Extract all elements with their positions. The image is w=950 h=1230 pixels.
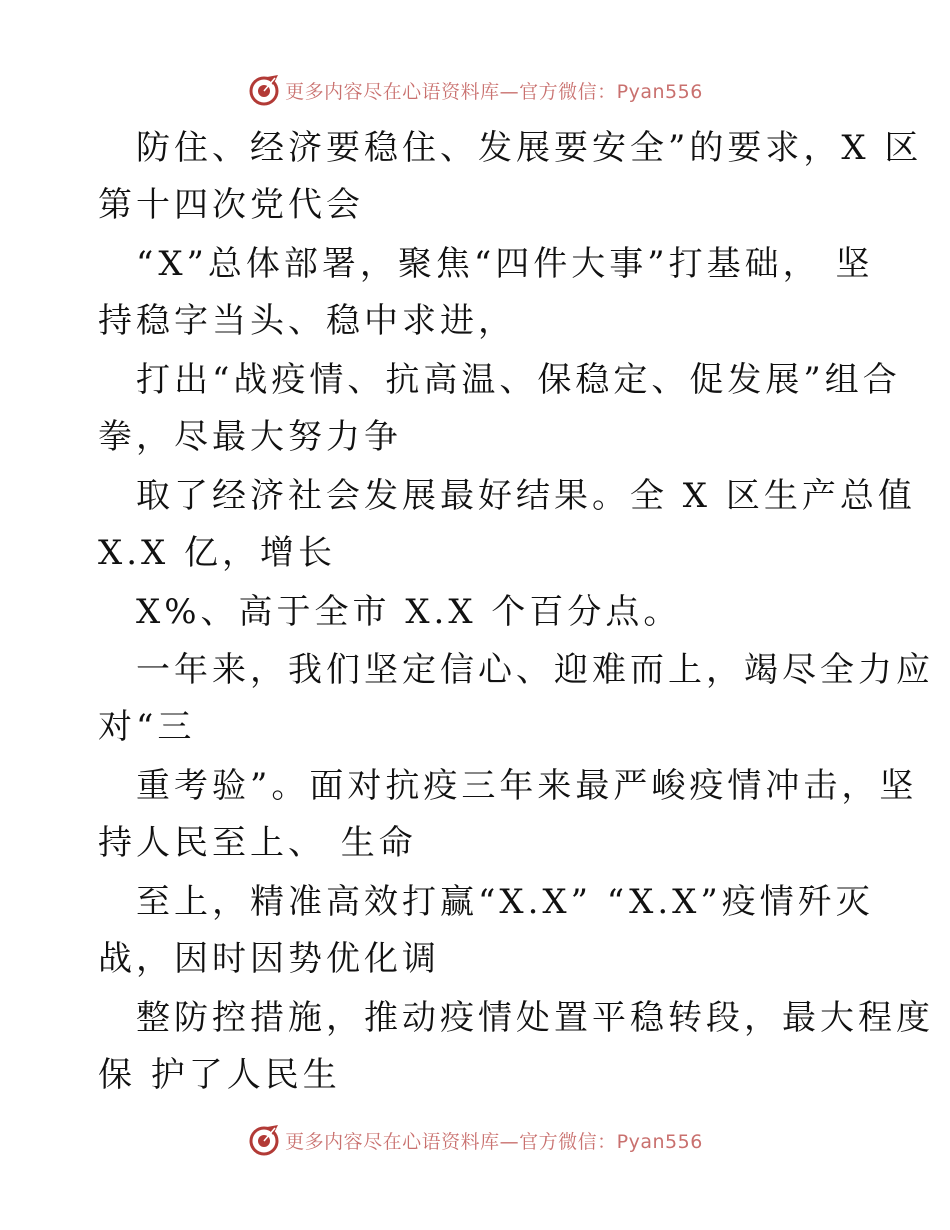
body-line: 保 护了人民生 [98, 1055, 341, 1095]
header-watermark-banner [0, 70, 950, 110]
body-line: 防住、经济要稳住、发展要安全”的要求，X 区 [136, 128, 923, 168]
body-line: 一年来，我们坚定信心、迎难而上，竭尽全力应 [136, 650, 934, 690]
body-line: 打出“战疫情、抗高温、保稳定、促发展”组合 [136, 360, 901, 400]
body-line: 拳，尽最大努力争 [98, 417, 402, 457]
header-watermark-text: 更多内容尽在心语资料库—官方微信：Pyan556 [285, 80, 703, 103]
body-line: 第十四次党代会 [98, 185, 364, 225]
body-line: “X”总体部署，聚焦“四件大事”打基础， 坚 [136, 244, 874, 284]
body-line: X.X 亿，增长 [98, 533, 337, 573]
body-line: 取了经济社会发展最好结果。全 X 区生产总值 [136, 476, 916, 516]
quill-seal-icon [247, 73, 281, 107]
body-line: 整防控措施，推动疫情处置平稳转段，最大程度 [136, 998, 934, 1038]
footer-watermark-banner [0, 1120, 950, 1160]
footer-watermark-text: 更多内容尽在心语资料库—官方微信：Pyan556 [285, 1130, 703, 1153]
body-line: 持稳字当头、稳中求进， [98, 301, 516, 341]
quill-seal-icon [247, 1123, 281, 1157]
body-line: X%、高于全市 X.X 个百分点。 [136, 592, 682, 632]
body-line: 持人民至上、 生命 [98, 823, 417, 863]
body-line: 对“三 [98, 707, 196, 747]
body-line: 战，因时因势优化调 [98, 939, 440, 979]
body-line: 至上，精准高效打赢“X.X” “X.X”疫情歼灭 [136, 882, 874, 922]
body-line: 重考验”。面对抗疫三年来最严峻疫情冲击，坚 [136, 766, 918, 806]
